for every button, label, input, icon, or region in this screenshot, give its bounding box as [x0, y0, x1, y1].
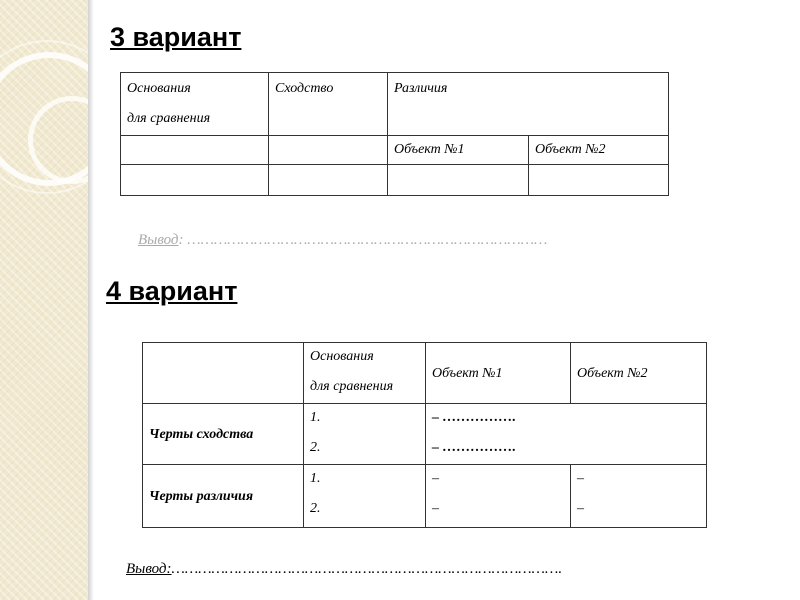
object2-header: Объект №2 — [577, 366, 648, 381]
similarity-values-cell — [426, 404, 707, 465]
basis-header-cell — [121, 73, 269, 136]
table-cell — [269, 165, 388, 196]
conclusion-label: Вывод: — [126, 561, 172, 577]
object1-difference-cell — [426, 465, 571, 528]
object2-header-cell — [571, 343, 707, 404]
table-cell — [143, 343, 304, 404]
difference-row-label — [143, 465, 304, 528]
basis-header-cell — [304, 343, 426, 404]
dash: – — [577, 501, 584, 516]
table-cell — [388, 165, 529, 196]
differences-header-cell — [388, 73, 669, 136]
numbered-cell — [304, 465, 426, 528]
object1-header-cell — [426, 343, 571, 404]
conclusion-dots: : ……………………………………………………………………… — [178, 232, 548, 248]
item-number-1: 1. — [310, 410, 321, 425]
object2-difference-cell — [571, 465, 707, 528]
conclusion-label: Вывод — [138, 232, 179, 248]
differences-header: Различия — [394, 81, 448, 96]
basis-header-line2: для сравнения — [127, 111, 211, 126]
variant-3-conclusion — [138, 232, 547, 249]
variant-3-table — [120, 72, 669, 196]
dash: – — [577, 471, 584, 486]
table-cell — [269, 136, 388, 165]
variant-4-table — [142, 342, 707, 528]
table-cell — [121, 165, 269, 196]
item-number-1: 1. — [310, 471, 321, 486]
similarity-header: Сходство — [275, 81, 334, 96]
variant-4-conclusion — [126, 560, 716, 579]
variant-3-title: 3 вариант — [110, 22, 242, 52]
basis-header-line1: Основания — [127, 81, 191, 96]
item-number-2: 2. — [310, 501, 321, 516]
similarity-row-label — [143, 404, 304, 465]
item-number-2: 2. — [310, 440, 321, 455]
basis-header-line1: Основания — [310, 349, 374, 364]
dash-line-2: – ……………. — [432, 440, 516, 455]
decorative-side-strip — [0, 0, 88, 600]
table-cell — [529, 165, 669, 196]
similarity-header-cell — [269, 73, 388, 136]
conclusion-dots: ……………………………………………………………………………. — [171, 561, 563, 577]
variant-4-title: 4 вариант — [106, 276, 238, 306]
dash: – — [432, 501, 439, 516]
numbered-cell — [304, 404, 426, 465]
dash-line-1: – ……………. — [432, 410, 516, 425]
dash: – — [432, 471, 439, 486]
object1-header-cell — [388, 136, 529, 165]
strip-shadow — [88, 0, 94, 600]
similarity-row-text: Черты сходства — [149, 427, 254, 442]
table-cell — [121, 136, 269, 165]
object1-header: Объект №1 — [394, 142, 465, 157]
difference-row-text: Черты различия — [149, 489, 254, 504]
object2-header: Объект №2 — [535, 142, 606, 157]
object1-header: Объект №1 — [432, 366, 503, 381]
object2-header-cell — [529, 136, 669, 165]
basis-header-line2: для сравнения — [310, 379, 394, 394]
